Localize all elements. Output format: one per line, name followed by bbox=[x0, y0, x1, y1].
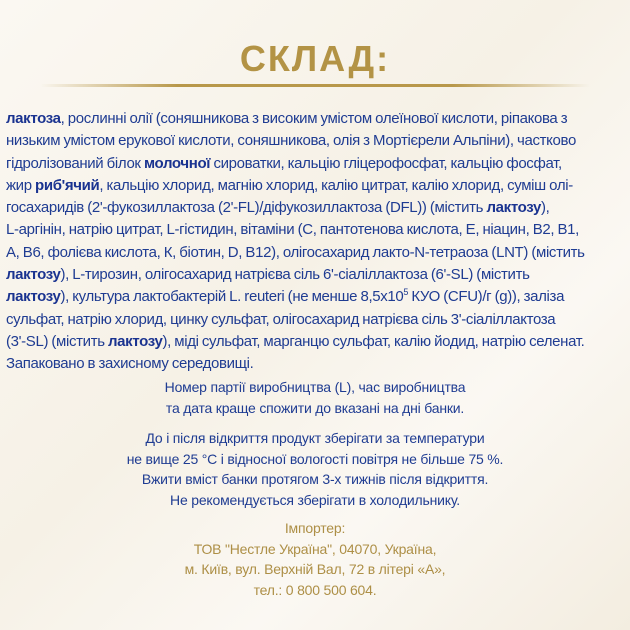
highlighted-allergen: молочної bbox=[143, 154, 211, 172]
importer-line: ТОВ "Нестле Україна", 04070, Україна, bbox=[193, 540, 437, 557]
ingredients-line bbox=[6, 309, 624, 331]
ingredients-line bbox=[6, 219, 624, 241]
highlighted-allergen: лактоза bbox=[6, 110, 61, 127]
ingredients-line bbox=[6, 197, 624, 219]
highlighted-allergen: лактозу bbox=[108, 332, 163, 350]
ingredients-line bbox=[6, 130, 624, 152]
storage-instructions bbox=[0, 428, 630, 510]
highlighted-allergen: лактозу bbox=[6, 266, 61, 284]
ingredients-segment: ), L-тирозин, олігосахарид натрієва сіль 6'-сіаліллактоза (6'-SL) (містить bbox=[60, 266, 530, 284]
storage-line: Не рекомендується зберігати в холодильнику. bbox=[170, 491, 460, 508]
importer-line: тел.: 0 800 500 604. bbox=[253, 581, 377, 598]
ingredients-segment: гідролізований білок bbox=[6, 154, 144, 172]
storage-line: До і після відкриття продукт зберігати за температури bbox=[145, 430, 485, 446]
ingredients-segment: Запаковано в захисному середовищі. bbox=[6, 355, 254, 373]
ingredients-segment: , рослинні олії (соняшникова з високим умістом олеїнової кислоти, ріпакова з bbox=[60, 110, 568, 127]
ingredients-line bbox=[6, 153, 624, 175]
importer-heading: Імпортер: bbox=[284, 520, 346, 536]
storage-line: Вжити вміст банки протягом 3-х тижнів після відкриття. bbox=[141, 471, 489, 487]
ingredients-segment: ), культура лактобактерій L. reuteri (не менше 8,5х10 bbox=[60, 288, 404, 306]
ingredients-segment: (3'-SL) (містить bbox=[6, 332, 108, 350]
highlighted-allergen: лактозу bbox=[6, 288, 61, 306]
ingredients-segment: ), міді сульфат, марганцю сульфат, калію йодид, натрію селенат. bbox=[162, 332, 585, 350]
ingredients-line bbox=[6, 353, 624, 375]
ingredients-line bbox=[6, 108, 624, 130]
ingredients-line bbox=[6, 175, 624, 197]
ingredients-segment: А, В6, фолієва кислота, К, біотин, D, B12), олігосахарид лакто-N-тетраоза (LNT) (містить bbox=[6, 243, 585, 261]
ingredients-line bbox=[6, 242, 624, 264]
ingredients-segment: ), bbox=[540, 199, 550, 217]
ingredients-segment: жир bbox=[6, 176, 36, 194]
ingredients-segment: L-аргінін, натрію цитрат, L-гістидин, вітаміни (С, пантотенова кислота, Е, ніацин, В2, В1, bbox=[6, 221, 579, 239]
ingredients-segment: низьким умістом ерукової кислоти, соняшникова, олія з Мортієрели Альпіни), частково bbox=[6, 132, 576, 150]
ingredients-segment: сироватки, кальцію гліцерофосфат, кальцію фосфат, bbox=[210, 154, 562, 172]
ingredients-segment: , кальцію хлорид, магнію хлорид, калію цитрат, калію хлорид, суміш олі- bbox=[99, 176, 573, 194]
ingredients-line bbox=[6, 264, 624, 286]
storage-line: не вище 25 °С і відносної вологості повітря не більше 75 %. bbox=[126, 450, 504, 467]
ingredients-segment: КУО (CFU)/г (g)), заліза bbox=[408, 288, 565, 306]
batch-info-line: та дата краще спожити до вказані на дні банки. bbox=[165, 399, 465, 416]
ingredients-line bbox=[6, 331, 624, 353]
title-divider bbox=[40, 84, 590, 87]
importer-info bbox=[0, 518, 630, 600]
page-title: СКЛАД: bbox=[239, 38, 391, 79]
importer-line: м. Київ, вул. Верхній Вал, 72 в літері «А», bbox=[184, 561, 446, 577]
batch-info bbox=[0, 377, 630, 418]
batch-info-line: Номер партії виробництва (L), час виробництва bbox=[164, 379, 466, 395]
ingredients-segment: госахаридів (2'-фукозиллактоза (2'-FL)/діфукозиллактоза (DFL)) (містить bbox=[6, 199, 487, 217]
ingredients-text bbox=[6, 108, 624, 376]
highlighted-allergen: риб'ячий bbox=[35, 176, 100, 194]
ingredients-line bbox=[6, 286, 624, 308]
highlighted-allergen: лактозу bbox=[486, 199, 541, 217]
superscript-exponent: 5 bbox=[403, 287, 409, 298]
ingredients-segment: сульфат, натрію хлорид, цинку сульфат, олігосахарид натрієва сіль 3'-сіаліллактоза bbox=[6, 310, 556, 328]
